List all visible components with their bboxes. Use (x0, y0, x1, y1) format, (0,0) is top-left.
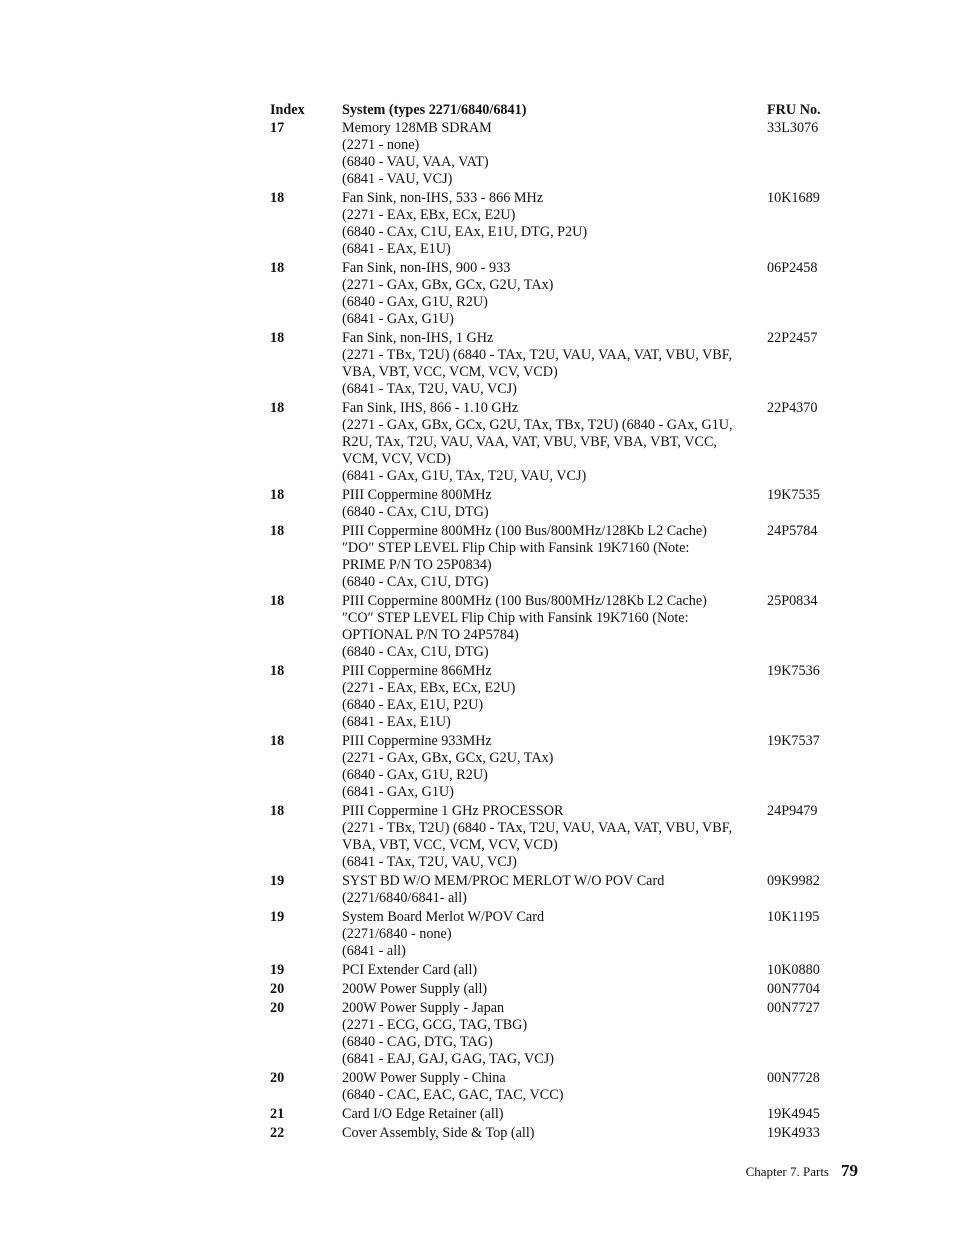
description-line: (6840 - GAx, G1U, R2U) (342, 294, 488, 310)
table-row (270, 981, 830, 1000)
description-line: (2271/6840/6841- all) (342, 890, 467, 906)
row-description (342, 1070, 767, 1106)
description-line: Card I/O Edge Retainer (all) (342, 1106, 504, 1122)
description-line: (2271 - TBx, T2U) (6840 - TAx, T2U, VAU, VAA, VAT, VBU, VBF, (342, 820, 733, 836)
description-line: (6840 - GAx, G1U, R2U) (342, 767, 488, 783)
row-fru-number: 09K9982 (767, 873, 820, 889)
description-line: OPTIONAL P/N TO 24P5784) (342, 627, 519, 643)
row-fru-number: 22P2457 (767, 330, 818, 346)
description-line: (6840 - CAx, C1U, EAx, E1U, DTG, P2U) (342, 224, 588, 240)
description-line: (6840 - CAx, C1U, DTG) (342, 504, 489, 520)
description-line: PCI Extender Card (all) (342, 962, 478, 978)
row-index: 20 (270, 1070, 285, 1086)
row-fru-number: 19K4945 (767, 1106, 820, 1122)
description-line: (2271 - none) (342, 137, 420, 153)
description-line: Fan Sink, non-IHS, 900 - 933 (342, 260, 511, 276)
description-line: Cover Assembly, Side & Top (all) (342, 1125, 535, 1141)
description-line: PIII Coppermine 800MHz (100 Bus/800MHz/128Kb L2 Cache) (342, 593, 707, 609)
row-fru-number: 33L3076 (767, 120, 819, 136)
description-line: (6841 - GAx, G1U) (342, 784, 454, 800)
row-index: 18 (270, 330, 285, 346)
description-line: (6841 - EAx, E1U) (342, 241, 451, 257)
description-line: (2271 - GAx, GBx, GCx, G2U, TAx) (342, 277, 554, 293)
description-line: (2271 - EAx, EBx, ECx, E2U) (342, 680, 516, 696)
row-description (342, 1106, 767, 1125)
description-line: (6841 - EAJ, GAJ, GAG, TAG, VCJ) (342, 1051, 554, 1067)
table-row (270, 260, 830, 330)
row-description (342, 981, 767, 1000)
description-line: (6840 - VAU, VAA, VAT) (342, 154, 489, 170)
table-row (270, 593, 830, 663)
row-fru-number: 10K0880 (767, 962, 820, 978)
table-row (270, 400, 830, 487)
row-fru-number: 10K1689 (767, 190, 820, 206)
row-description (342, 190, 767, 260)
row-index: 20 (270, 1000, 285, 1016)
description-line: VCM, VCV, VCD) (342, 451, 451, 467)
row-fru-number: 24P9479 (767, 803, 818, 819)
table-row (270, 962, 830, 981)
row-index: 18 (270, 523, 285, 539)
row-fru-number: 19K7535 (767, 487, 820, 503)
row-description (342, 873, 767, 909)
row-description (342, 909, 767, 962)
description-line: Fan Sink, IHS, 866 - 1.10 GHz (342, 400, 519, 416)
row-description (342, 1000, 767, 1070)
table-row (270, 733, 830, 803)
page-footer (746, 1161, 858, 1181)
table-row (270, 909, 830, 962)
row-fru-number: 22P4370 (767, 400, 818, 416)
row-fru-number: 00N7728 (767, 1070, 820, 1086)
table-row (270, 120, 830, 190)
row-index: 18 (270, 733, 285, 749)
description-line: ″DO″ STEP LEVEL Flip Chip with Fansink 19K7160 (Note: (342, 540, 690, 556)
table-row (270, 1070, 830, 1106)
row-description (342, 120, 767, 190)
description-line: R2U, TAx, T2U, VAU, VAA, VAT, VBU, VBF, VBA, VBT, VCC, (342, 434, 717, 450)
row-index: 19 (270, 962, 285, 978)
description-line: (2271 - GAx, GBx, GCx, G2U, TAx) (342, 750, 554, 766)
parts-table-body (270, 120, 830, 1144)
description-line: PIII Coppermine 800MHz (100 Bus/800MHz/128Kb L2 Cache) (342, 523, 707, 539)
description-line: Fan Sink, non-IHS, 533 - 866 MHz (342, 190, 543, 206)
row-index: 18 (270, 400, 285, 416)
description-line: (6840 - CAx, C1U, DTG) (342, 574, 489, 590)
table-row (270, 190, 830, 260)
row-index: 18 (270, 190, 285, 206)
row-description (342, 962, 767, 981)
description-line: (6840 - EAx, E1U, P2U) (342, 697, 484, 713)
description-line: PIII Coppermine 1 GHz PROCESSOR (342, 803, 564, 819)
description-line: VBA, VBT, VCC, VCM, VCV, VCD) (342, 837, 558, 853)
row-fru-number: 25P0834 (767, 593, 818, 609)
row-description (342, 803, 767, 873)
row-fru-number: 19K4933 (767, 1125, 820, 1141)
table-row (270, 523, 830, 593)
description-line: 200W Power Supply - Japan (342, 1000, 505, 1016)
description-line: (6841 - EAx, E1U) (342, 714, 451, 730)
row-index: 19 (270, 873, 285, 889)
row-index: 18 (270, 803, 285, 819)
table-row (270, 1125, 830, 1144)
row-description (342, 733, 767, 803)
header-system: System (types 2271/6840/6841) (342, 102, 527, 118)
description-line: PIII Coppermine 866MHz (342, 663, 492, 679)
description-line: (2271 - ECG, GCG, TAG, TBG) (342, 1017, 528, 1033)
row-index: 18 (270, 663, 285, 679)
description-line: (6840 - CAC, EAC, GAC, TAC, VCC) (342, 1087, 564, 1103)
description-line: ″CO″ STEP LEVEL Flip Chip with Fansink 19K7160 (Note: (342, 610, 689, 626)
description-line: 200W Power Supply (all) (342, 981, 488, 997)
description-line: (6841 - GAx, G1U) (342, 311, 454, 327)
description-line: SYST BD W/O MEM/PROC MERLOT W/O POV Card (342, 873, 665, 889)
row-fru-number: 00N7727 (767, 1000, 820, 1016)
row-fru-number: 19K7536 (767, 663, 820, 679)
row-description (342, 487, 767, 523)
row-fru-number: 24P5784 (767, 523, 818, 539)
description-line: Memory 128MB SDRAM (342, 120, 492, 136)
parts-table (270, 102, 830, 1144)
table-row (270, 487, 830, 523)
row-fru-number: 00N7704 (767, 981, 820, 997)
description-line: (6840 - CAG, DTG, TAG) (342, 1034, 493, 1050)
row-index: 18 (270, 593, 285, 609)
description-line: 200W Power Supply - China (342, 1070, 506, 1086)
description-line: VBA, VBT, VCC, VCM, VCV, VCD) (342, 364, 558, 380)
row-description (342, 663, 767, 733)
description-line: System Board Merlot W/POV Card (342, 909, 545, 925)
row-index: 20 (270, 981, 285, 997)
row-description (342, 400, 767, 487)
row-description (342, 593, 767, 663)
description-line: (2271 - TBx, T2U) (6840 - TAx, T2U, VAU, VAA, VAT, VBU, VBF, (342, 347, 733, 363)
row-index: 21 (270, 1106, 285, 1122)
row-index: 19 (270, 909, 285, 925)
page-number: 79 (841, 1161, 858, 1180)
table-row (270, 803, 830, 873)
table-row (270, 330, 830, 400)
row-description (342, 260, 767, 330)
table-row (270, 1000, 830, 1070)
description-line: (2271 - EAx, EBx, ECx, E2U) (342, 207, 516, 223)
description-line: (6841 - TAx, T2U, VAU, VCJ) (342, 854, 517, 870)
table-row (270, 1106, 830, 1125)
description-line: (6841 - VAU, VCJ) (342, 171, 453, 187)
row-description (342, 523, 767, 593)
description-line: (2271/6840 - none) (342, 926, 452, 942)
chapter-label: Chapter 7. Parts (745, 1164, 829, 1179)
table-row (270, 873, 830, 909)
row-description (342, 330, 767, 400)
row-fru-number: 06P2458 (767, 260, 818, 276)
description-line: PIII Coppermine 800MHz (342, 487, 492, 503)
description-line: (6840 - CAx, C1U, DTG) (342, 644, 489, 660)
description-line: PRIME P/N TO 25P0834) (342, 557, 492, 573)
row-fru-number: 19K7537 (767, 733, 820, 749)
description-line: (6841 - TAx, T2U, VAU, VCJ) (342, 381, 517, 397)
table-header-row (270, 102, 830, 120)
table-row (270, 663, 830, 733)
row-index: 17 (270, 120, 285, 136)
header-index: Index (270, 102, 305, 118)
description-line: (6841 - GAx, G1U, TAx, T2U, VAU, VCJ) (342, 468, 587, 484)
description-line: Fan Sink, non-IHS, 1 GHz (342, 330, 494, 346)
description-line: PIII Coppermine 933MHz (342, 733, 492, 749)
row-index: 18 (270, 487, 285, 503)
header-fru: FRU No. (767, 102, 821, 118)
row-index: 18 (270, 260, 285, 276)
row-index: 22 (270, 1125, 285, 1141)
row-fru-number: 10K1195 (767, 909, 820, 925)
description-line: (6841 - all) (342, 943, 406, 959)
row-description (342, 1125, 767, 1144)
description-line: (2271 - GAx, GBx, GCx, G2U, TAx, TBx, T2U) (6840 - GAx, G1U, (342, 417, 733, 433)
